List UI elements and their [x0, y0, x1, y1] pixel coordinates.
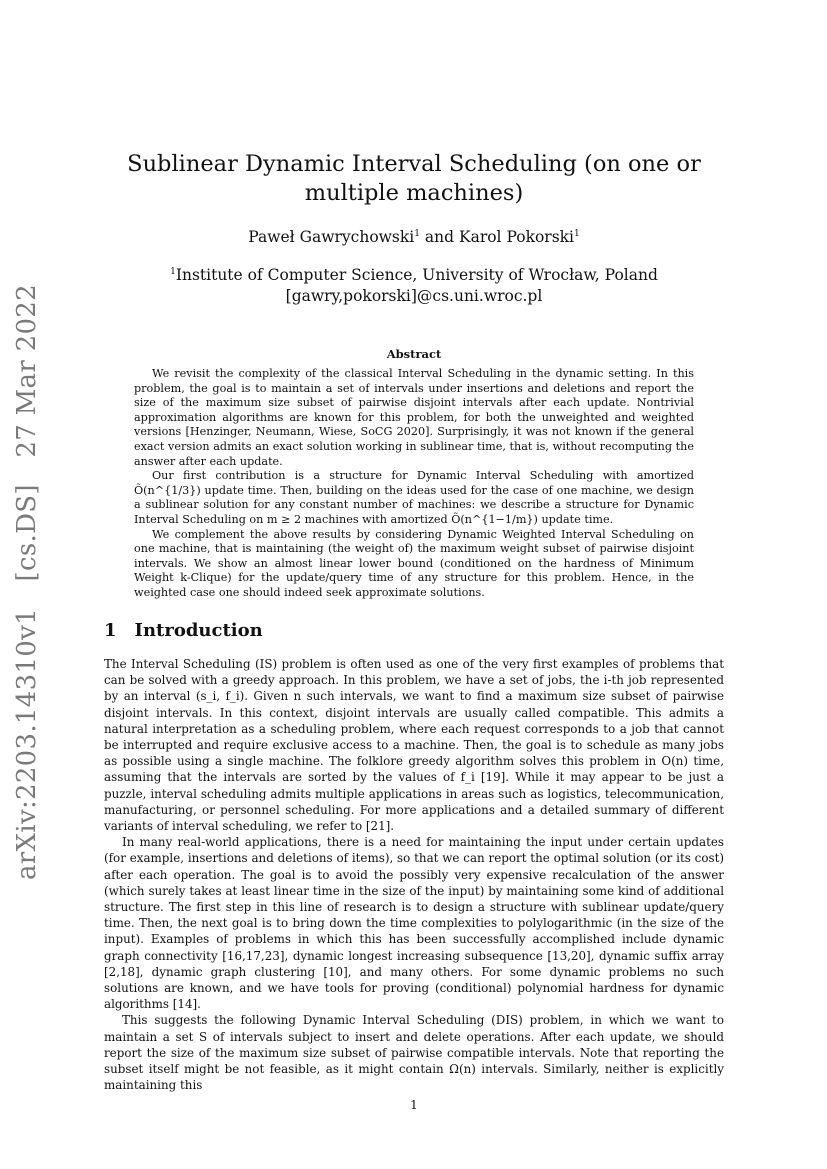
- body-paragraph: The Interval Scheduling (IS) problem is often used as one of the very first examples of problems that can be solved with a greedy approach. In this problem, we have a set of jobs, the i-th job represented by an interval (s_i, f_i). Given n such intervals, we want to find a maximum size subset of pairwise disjoint intervals. In this context, disjoint intervals are usually called compatible. This admits a natural interpretation as a scheduling problem, where each request corresponds to a job that cannot be interrupted and require exclusive access to a machine. Then, the goal is to schedule as many jobs as possible using a single machine. The folklore greedy algorithm solves this problem in O(n) time, assuming that the intervals are sorted by the values of f_i [19]. While it may appear to be just a puzzle, interval scheduling admits multiple applications in areas such as logistics, telecommunication, manufacturing, or personnel scheduling. For more applications and a detailed summary of different variants of interval scheduling, we refer to [21].: [104, 657, 724, 834]
- arxiv-id: arXiv:2203.14310v1: [12, 608, 42, 880]
- author-conj: and: [424, 228, 455, 246]
- section-heading: [104, 620, 724, 641]
- abstract-heading: Abstract: [386, 347, 442, 361]
- affil-institution: Institute of Computer Science, University of Wrocław, Poland: [175, 266, 658, 285]
- section-number: 1: [104, 620, 117, 641]
- body-paragraph: This suggests the following Dynamic Interval Scheduling (DIS) problem, in which we want to maintain a set S of intervals subject to insert and delete operations. After each update, we should report the size of the maximum size subset of pairwise compatible intervals. Note that reporting the subset itself might be not feasible, as it might contain Ω(n) intervals. Similarly, neither is explicitly maintaining this: [104, 1013, 724, 1093]
- abstract-paragraph: Our first contribution is a structure for Dynamic Interval Scheduling with amortized Õ(n^{1/3}) update time. Then, building on the ideas used for the case of one machine, we design a sublinear solution for any constant number of machines: we describe a structure for Dynamic Interval Scheduling on m ≥ 2 machines with amortized Õ(n^{1−1/m}) update time.: [134, 469, 694, 526]
- author-1-affil: 1: [414, 228, 420, 239]
- affil-marker: 1: [170, 267, 176, 277]
- affil-email: [gawry,pokorski]@cs.uni.wroc.pl: [285, 287, 543, 306]
- intro-body: [104, 656, 724, 1093]
- body-paragraph: In many real-world applications, there is a need for maintaining the input under certain updates (for example, insertions and deletions of items), so that we can report the optimal solution (or its cost) after each operation. The goal is to avoid the possibly very expensive recalculation of the answer (which surely takes at least linear time in the size of the input) by maintaining some kind of additional structure. The first step in this line of research is to design a structure with sublinear update/query time. Then, the next goal is to bring down the time complexities to polylogarithmic (in the size of the input). Examples of problems in which this has been successfully accomplished include dynamic graph connectivity [16,17,23], dynamic longest increasing subsequence [13,20], dynamic suffix array [2,18], dynamic graph clustering [10], and many others. For some dynamic problems no such solutions are known, and we have tools for proving (conditional) polynomial hardness for dynamic algorithms [14].: [104, 835, 724, 1012]
- author-2: Karol Pokorski: [459, 228, 575, 246]
- arxiv-date: 27 Mar 2022: [12, 284, 42, 458]
- abstract-paragraph: We revisit the complexity of the classical Interval Scheduling in the dynamic setting. In this problem, the goal is to maintain a set of intervals under insertions and deletions and report the size of the maximum size subset of pairwise disjoint intervals after each update. Nontrivial approximation algorithms are known for this problem, for both the unweighted and weighted versions [Henzinger, Neumann, Wiese, SoCG 2020]. Surprisingly, it was not known if the general exact version admits an exact solution working in sublinear time, that is, without recomputing the answer after each update.: [134, 367, 694, 468]
- affiliation: [104, 262, 724, 307]
- abstract-body: [134, 367, 694, 601]
- arxiv-category: [cs.DS]: [12, 484, 42, 582]
- page-number: 1: [410, 1098, 418, 1112]
- author-line: [104, 228, 724, 246]
- section-title: Introduction: [134, 620, 263, 641]
- author-2-affil: 1: [574, 228, 580, 239]
- arxiv-side-stamp: [12, 266, 42, 880]
- author-1: Paweł Gawrychowski: [248, 228, 415, 246]
- paper-title: Sublinear Dynamic Interval Scheduling (on one or multiple machines): [127, 151, 701, 206]
- abstract-paragraph: We complement the above results by considering Dynamic Weighted Interval Scheduling on one machine, that is maintaining (the weight of) the maximum weight subset of pairwise disjoint intervals. We show an almost linear lower bound (conditioned on the hardness of Minimum Weight k-Clique) for the update/query time of any structure for this problem. Hence, in the weighted case one should indeed seek approximate solutions.: [134, 527, 694, 599]
